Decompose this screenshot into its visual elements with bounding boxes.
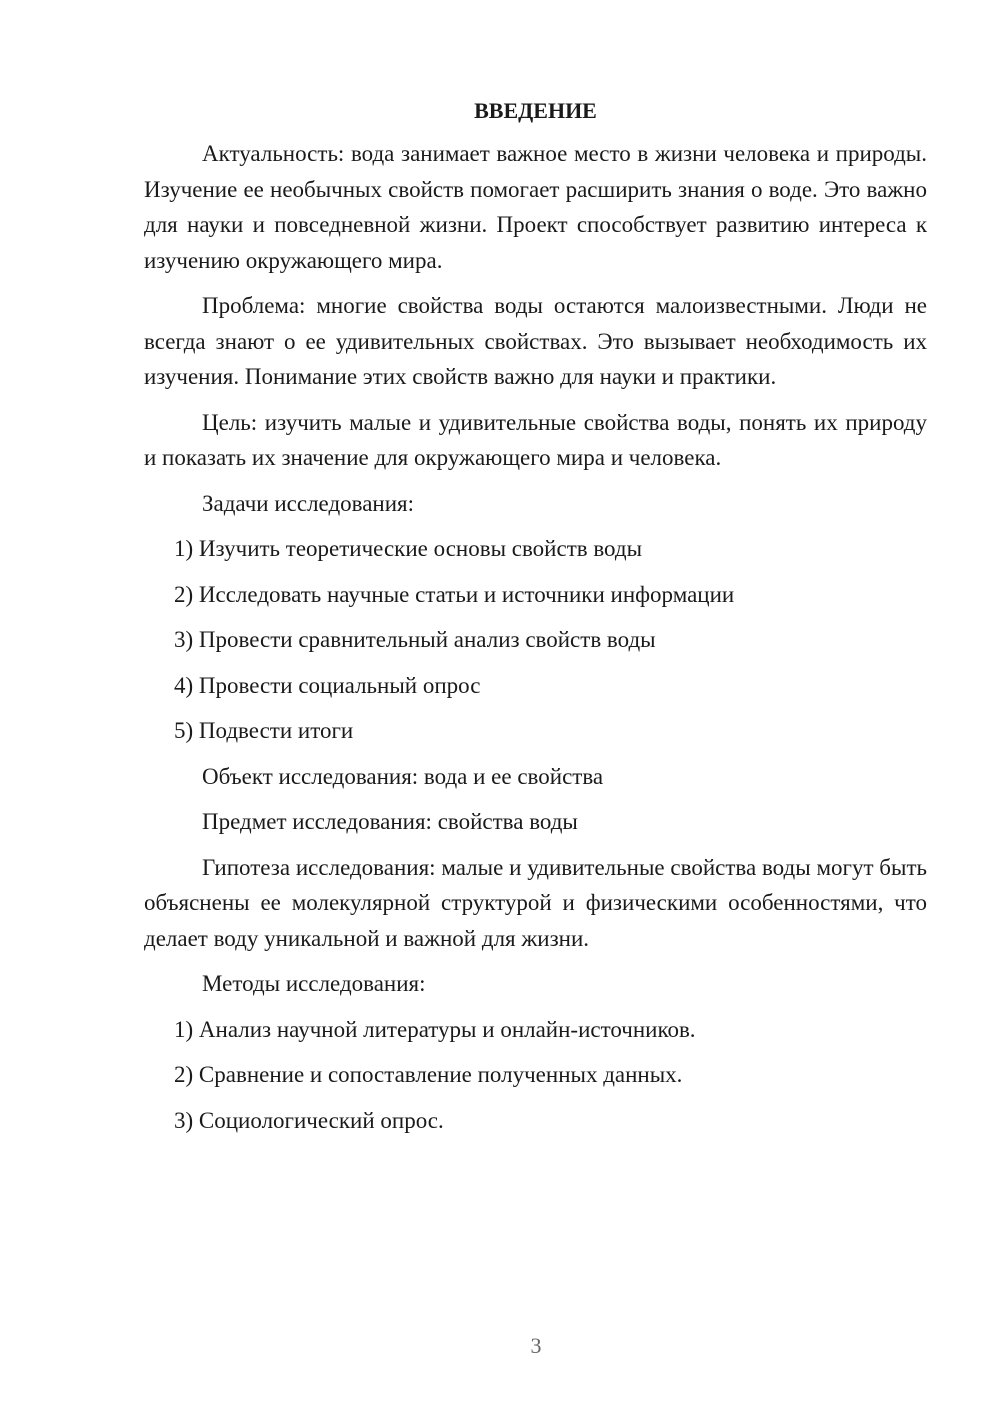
hypothesis-paragraph: Гипотеза исследования: малые и удивительные свойства воды могут быть объяснены ее молекулярной структурой и физическими особенностями, что делает воду уникальной и важной для жизни. [144, 854, 927, 951]
page-number: 3 [530, 1333, 542, 1358]
method-item: 3) Социологический опрос. [174, 1107, 444, 1133]
task-item: 3) Провести сравнительный анализ свойств воды [174, 627, 656, 652]
research-object: Объект исследования: вода и ее свойства [202, 763, 604, 789]
task-item: 4) Провести социальный опрос [174, 672, 481, 698]
task-item: 1) Изучить теоретические основы свойств воды [174, 536, 643, 561]
task-item: 2) Исследовать научные статьи и источники информации [174, 581, 735, 607]
tasks-heading: Задачи исследования: [202, 490, 415, 516]
page-title: ВВЕДЕНИЕ [474, 98, 597, 123]
task-item: 5) Подвести итоги [174, 718, 354, 743]
relevance-paragraph: Актуальность: вода занимает важное место в жизни человека и природы. Изучение ее необычных свойств помогает расширить знания о воде. Это важно для науки и повседневной жизни. Проект способствует развитию интереса к изучению окружающего мира. [144, 141, 927, 273]
page-content [144, 96, 927, 1148]
problem-paragraph: Проблема: многие свойства воды остаются малоизвестными. Люди не всегда знают о ее удивительных свойствах. Это вызывает необходимость их изучения. Понимание этих свойств важно для науки и практики. [144, 293, 927, 389]
research-subject: Предмет исследования: свойства воды [202, 809, 578, 834]
method-item: 1) Анализ научной литературы и онлайн-источников. [174, 1016, 696, 1042]
methods-heading: Методы исследования: [202, 971, 426, 996]
method-item: 2) Сравнение и сопоставление полученных данных. [174, 1062, 683, 1087]
goal-paragraph: Цель: изучить малые и удивительные свойства воды, понять их природу и показать их значение для окружающего мира и человека. [144, 409, 927, 470]
